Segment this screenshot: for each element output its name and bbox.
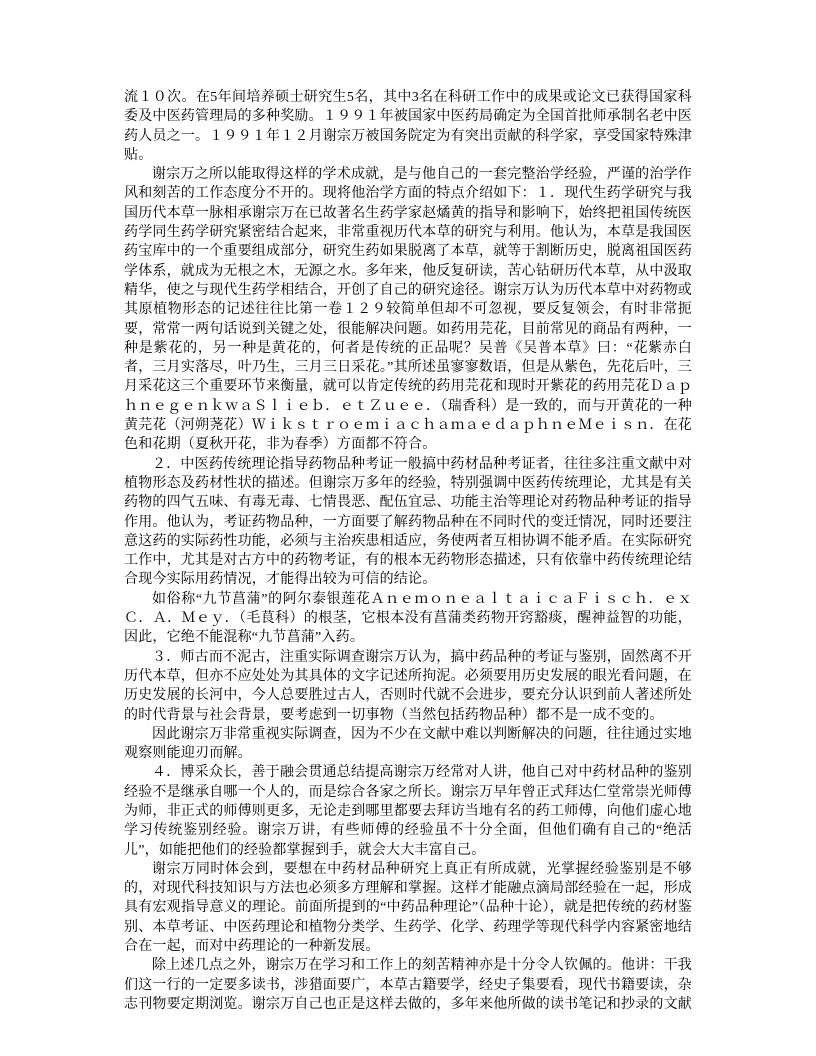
body-paragraph: ３．师古而不泥古，注重实际调查谢宗万认为，搞中药品种的考证与鉴别，固然离不开历代本草，但亦不应处处为其具体的文字记述所拘泥。必须要用历史发展的眼光看问题，在历史发展的长河中，今人总要胜过古人，否则时代就不会进步，要充分认识到前人著述所处的时代背景与社会背景，要考虑到一切事物（当然包括药物品种）都不是一成不变的。 [124,649,692,723]
body-paragraph: 如俗称“九节菖蒲”的阿尔泰银莲花ＡｎｅｍｏｎｅａｌｔａｉｃａＦｉｓｃｈ．ｅｘＣ．Ａ．Ｍｅｙ．（毛茛科）的根茎，它根本没有菖蒲类药物开窍豁痰，醒神益智的功能，因此，它绝不能混称“九节菖蒲”入药。 [124,591,692,646]
body-paragraph: ４．博采众长，善于融会贯通总结提高谢宗万经常对人讲，他自己对中药材品种的鉴别经验不是继承自哪一个人的，而是综合各家之所长。谢宗万早年曾正式拜达仁堂常崇光师傅为师，非正式的师傅则更多，无论走到哪里都要去拜访当地有名的药工师傅，向他们虚心地学习传统鉴别经验。谢宗万讲，有些师傅的经验虽不十分全面，但他们确有自己的“绝活儿”，如能把他们的经验都掌握到手，就会大大丰富自己。 [124,765,692,858]
body-paragraph: 谢宗万同时体会到，要想在中药材品种研究上真正有所成就，光掌握经验鉴别是不够的，对现代科技知识与方法也必须多方理解和掌握。这样才能融点滴局部经验在一起，形成具有宏观指导意义的理论。前面所提到的“中药品种理论”（品种十论），就是把传统的药材鉴别、本草考证、中医药理论和植物分类学、生药学、化学、药理学等现代科学内容紧密地结合在一起，而对中药理论的一种新发展。 [124,861,692,955]
body-paragraph: 因此谢宗万非常重视实际调查，因为不少在文献中难以判断解决的问题，往往通过实地观察则能迎刃而解。 [124,726,692,762]
body-paragraph: 谢宗万之所以能取得这样的学术成就，是与他自己的一套完整治学经验，严谨的治学作风和刻苦的工作态度分不开的。现将他治学方面的特点介绍如下：１．现代生药学研究与我国历代本草一脉相承谢宗万在已故著名生药学家赵燏黄的指导和影响下，始终把祖国传统医药学同生药学研究紧密结合起来，非常重视历代本草的研究与利用。他认为，本草是我国医药宝库中的一个重要组成部分，研究生药如果脱离了本草，就等于割断历史，脱离祖国医药学体系，就成为无根之木，无源之水。多年来，他反复研读，苦心钻研历代本草，从中汲取精华，使之与现代生药学相结合，开创了自己的研究途径。谢宗万认为历代本草中对药物或其原植物形态的记述往往比第一卷１２９较简单但却不可忽视，要反复领会，有时非常扼要，常常一两句话说到关键之处，很能解决问题。如药用芫花，目前常见的商品有两种，一种是紫花的，另一种是黄花的，何者是传统的正品呢？吴普《吴普本草》曰：“花紫赤白者，三月实落尽，叶乃生，三月三日采花。”其所述虽寥寥数语，但是从紫色，先花后叶，三月采花这三个重要环节来衡量，就可以肯定传统的药用芫花和现时开紫花的药用芫花ＤａｐｈｎｅｇｅｎｋｗａＳｌｉｅｂ．ｅｔＺｕｅｅ．（瑞香科）是一致的，而与开黄花的一种黄芫花（河朔荛花）ＷｉｋｓｔｒｏｅｍｉａｃｈａｍａｅｄａｐｈｎｅＭｅｉｓｎ．在花色和花期（夏秋开花，非为春季）方面都不符合。 [124,167,692,453]
body-paragraph: 除上述几点之外，谢宗万在学习和工作上的刻苦精神亦是十分令人钦佩的。他讲：干我们这一行的一定要多读书，涉猎面要广，本草古籍要学，经史子集要看，现代书籍要读，杂志刊物要定期浏览。谢宗万自己也正是这样去做的，多年来他所做的读书笔记和抄录的文献 [124,958,692,1012]
body-paragraph: 流１０次。在5年间培养硕士研究生5名，其中3名在科研工作中的成果或论文已获得国家科委及中医药管理局的多种奖励。１９９１年被国家中医药局确定为全国首批师承制名老中医药人员之一。１９９１年１２月谢宗万被国务院定为有突出贡献的科学家，享受国家特殊津贴。 [124,90,692,163]
body-paragraph: ２．中医药传统理论指导药物品种考证一般搞中药材品种考证者，往往多注重文献中对植物形态及药材性状的描述。但谢宗万多年的经验，特别强调中医药传统理论，尤其是有关药物的四气五味、有毒无毒、七情畏恶、配伍宜忌、功能主治等理论对药物品种考证的指导作用。他认为，考证药物品种，一方面要了解药物品种在不同时代的变迁情况，同时还要注意这药的实际药性功能，必须与主治疾患相适应，务使两者互相协调不能矛盾。在实际研究工作中，尤其是对古方中的药物考证，有的根本无药物形态描述，只有依靠中药传统理论结合现今实际用药情况，才能得出较为可信的结论。 [124,456,692,588]
